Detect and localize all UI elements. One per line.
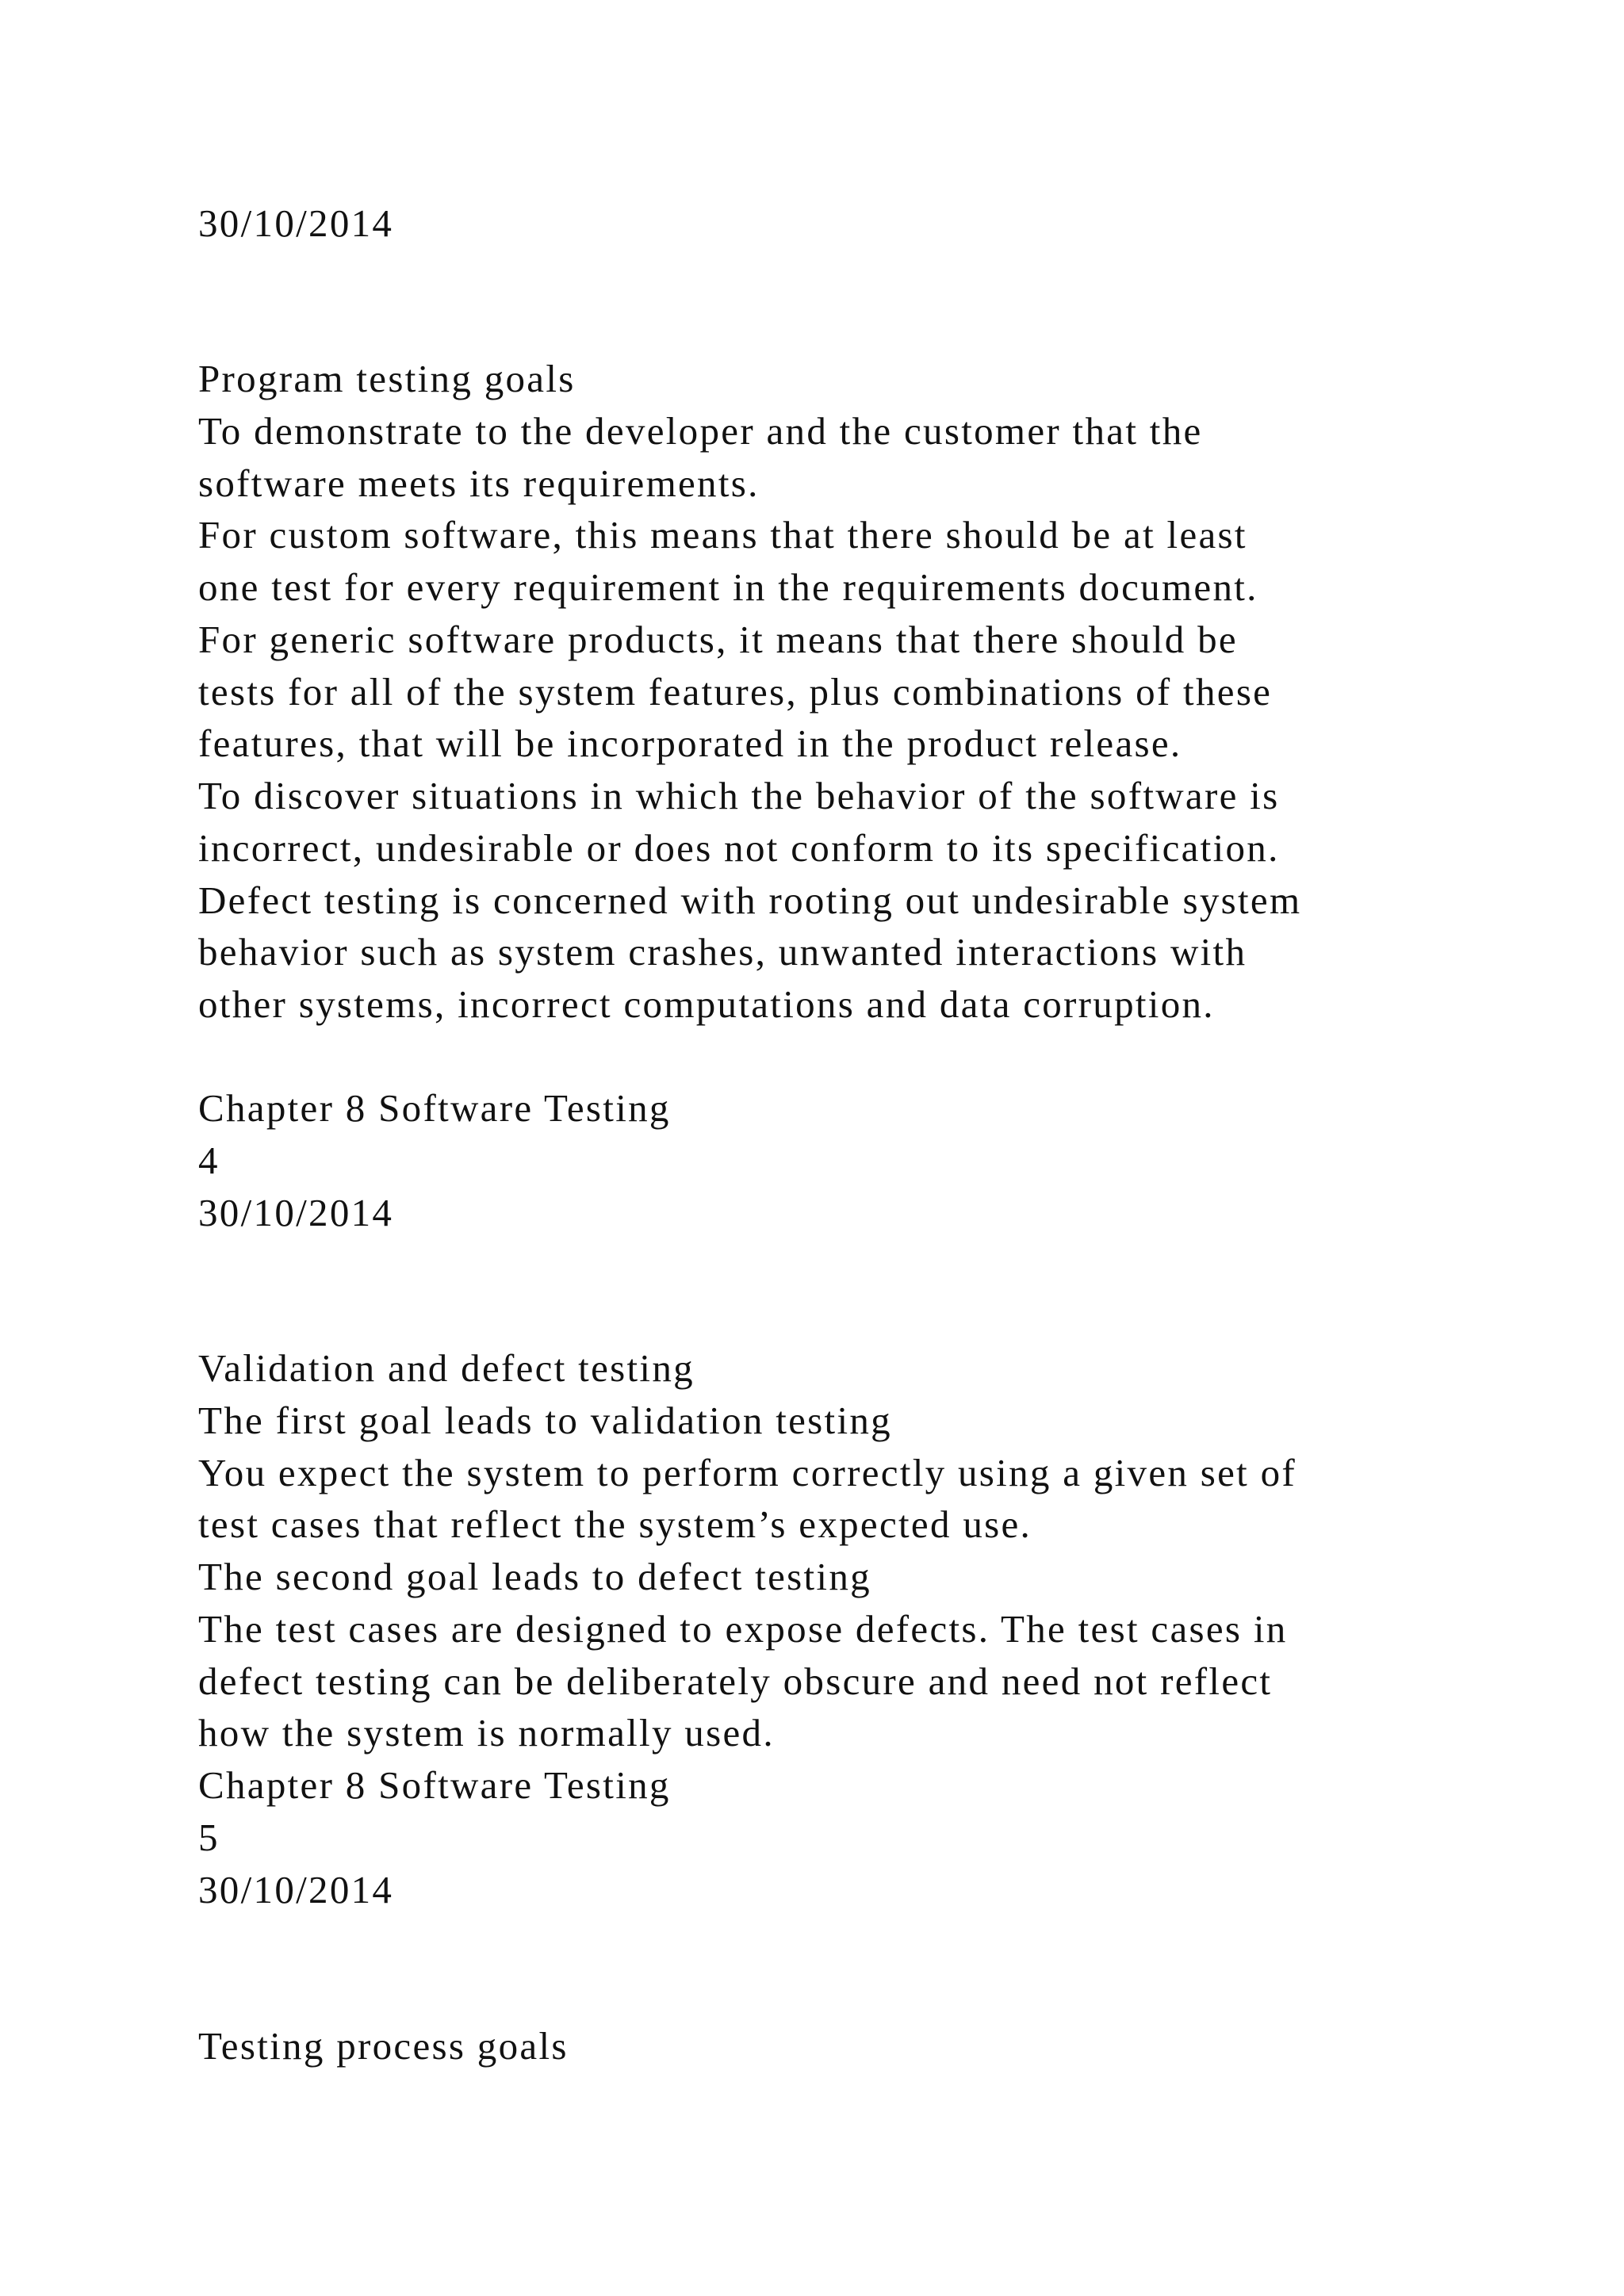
text-line: Defect testing is concerned with rooting out undesirable system: [198, 878, 1302, 922]
heading-testing-process-goals: Testing process goals: [198, 2024, 569, 2068]
chapter-footer: Chapter 8 Software Testing: [198, 1086, 671, 1130]
text-line: For custom software, this means that there should be at least: [198, 513, 1247, 557]
text-line: To demonstrate to the developer and the customer that the: [198, 409, 1203, 453]
date-line: 30/10/2014: [198, 201, 394, 245]
text-line: You expect the system to perform correctly using a given set of: [198, 1451, 1297, 1494]
text-line: behavior such as system crashes, unwanted interactions with: [198, 930, 1247, 974]
text-line: test cases that reflect the system’s expected use.: [198, 1502, 1032, 1546]
text-line: tests for all of the system features, plus combinations of these: [198, 670, 1273, 714]
heading-program-testing-goals: Program testing goals: [198, 357, 576, 400]
text-line: incorrect, undesirable or does not conform to its specification.: [198, 826, 1280, 870]
text-line: The test cases are designed to expose defects. The test cases in: [198, 1607, 1288, 1651]
text-line: other systems, incorrect computations and data corruption.: [198, 982, 1215, 1026]
page-number: 4: [198, 1138, 220, 1182]
date-line: 30/10/2014: [198, 1191, 394, 1234]
text-line: To discover situations in which the behavior of the software is: [198, 774, 1280, 817]
text-line: defect testing can be deliberately obscure and need not reflect: [198, 1659, 1273, 1703]
chapter-footer: Chapter 8 Software Testing: [198, 1763, 671, 1807]
date-line: 30/10/2014: [198, 1868, 394, 1911]
text-line: The second goal leads to defect testing: [198, 1555, 871, 1598]
text-line: one test for every requirement in the requirements document.: [198, 565, 1258, 609]
text-line: For generic software products, it means that there should be: [198, 618, 1238, 661]
heading-validation-defect-testing: Validation and defect testing: [198, 1346, 695, 1390]
text-line: features, that will be incorporated in the product release.: [198, 721, 1182, 765]
text-line: The first goal leads to validation testing: [198, 1399, 892, 1442]
text-line: how the system is normally used.: [198, 1711, 775, 1755]
page-number: 5: [198, 1816, 220, 1859]
text-line: software meets its requirements.: [198, 461, 760, 505]
